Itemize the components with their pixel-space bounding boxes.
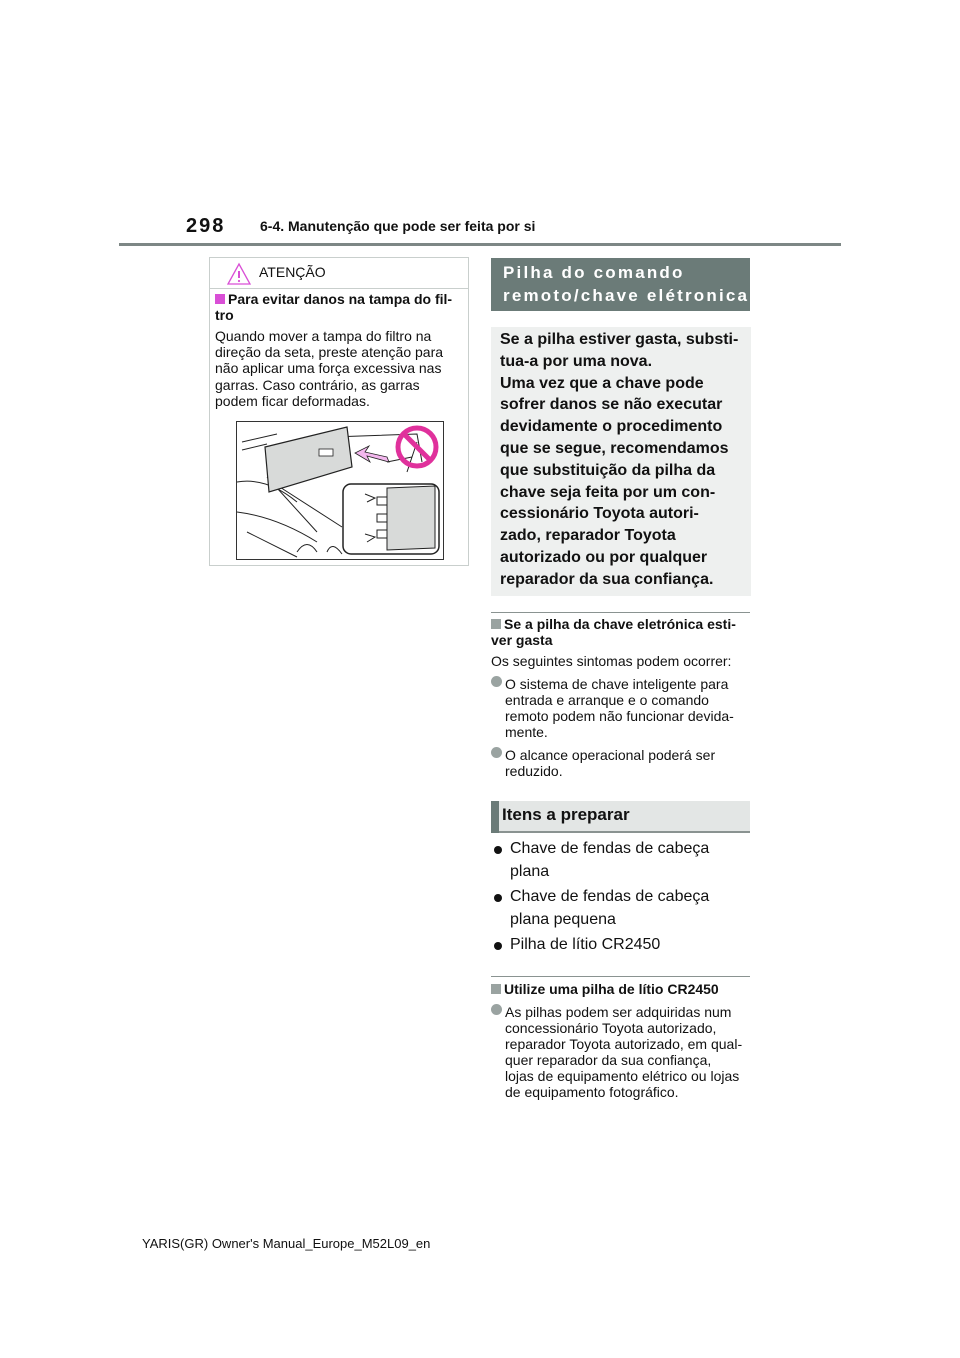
filter-cover-illustration [236, 421, 444, 560]
section2-heading [491, 981, 719, 997]
warning-heading-text: Para evitar danos na tampa do fil- tro [215, 291, 453, 323]
prep-item [494, 838, 754, 883]
footer-text: YARIS(GR) Owner's Manual_Europe_M52L09_en [142, 1236, 431, 1251]
bullet-icon [494, 894, 502, 902]
warning-label: ATENÇÃO [259, 264, 326, 280]
bullet-icon [491, 676, 502, 687]
prep-item [494, 934, 754, 957]
warning-body: Quando mover a tampa do filtro na direção da seta, preste atenção para não aplicar uma força excessiva nas garras. Caso contrário, as garras podem ficar deformadas. [215, 328, 444, 409]
page-number: 298 [186, 215, 226, 237]
list-item-text: O sistema de chave inteligente para entrada e arranque e o comando remoto podem não funcionar devida- mente. [505, 676, 734, 740]
bullet-icon [494, 846, 502, 854]
prep-item-text: Pilha de lítio CR2450 [510, 936, 661, 953]
prep-title-box [491, 801, 750, 833]
section-title-box [491, 258, 750, 311]
warning-box [209, 257, 469, 566]
section1-heading-text: Se a pilha da chave eletrónica esti- ver gasta [491, 616, 736, 648]
divider [491, 976, 750, 977]
square-bullet-icon [491, 984, 501, 994]
header-rule [119, 243, 841, 246]
warning-header [210, 258, 468, 289]
prep-item [494, 886, 754, 931]
section2-heading-text: Utilize uma pilha de lítio CR2450 [504, 981, 719, 997]
prep-title: Itens a preparar [502, 805, 630, 824]
list-item-text: As pilhas podem ser adquiridas num concessionário Toyota autorizado, reparador Toyota autorizado, em qual- quer reparador da sua confiança, lojas de equipamento elétrico ou lojas de equipamento fotográfico. [505, 1004, 743, 1100]
list-item [491, 676, 753, 740]
list-item [491, 747, 753, 779]
prep-item-text: Chave de fendas de cabeça plana pequena [510, 888, 710, 928]
arrow-icon [355, 446, 389, 462]
title-accent-bar [491, 801, 499, 833]
bullet-icon [491, 747, 502, 758]
section-title: 6-4. Manutenção que pode ser feita por si [260, 218, 536, 234]
section1-heading [491, 616, 753, 648]
intro-text: Se a pilha estiver gasta, substi- tua-a por uma nova. Uma vez que a chave pode sofrer danos se não executar devidamente o procedimento que se segue, recomendamos que substituição da pilha da chave seja feita por um con- cessionário Toyota autori- zado, reparador Toyota autorizado ou por qualquer reparador da sua confiança. [500, 331, 739, 588]
bullet-icon [491, 1004, 502, 1015]
divider [491, 612, 750, 613]
filter-cover [265, 427, 352, 492]
intro-box [491, 327, 751, 596]
claw-detail-inset [343, 484, 439, 554]
list-item [491, 1004, 753, 1100]
list-item-text: O alcance operacional poderá ser reduzido. [505, 747, 716, 779]
square-bullet-icon [215, 294, 225, 304]
section-main-title: Pilha do comando remoto/chave elétronica [503, 263, 750, 305]
prep-item-text: Chave de fendas de cabeça plana [510, 840, 710, 880]
square-bullet-icon [491, 619, 501, 629]
warning-heading [215, 291, 465, 323]
bullet-icon [494, 942, 502, 950]
section1-lead: Os seguintes sintomas podem ocorrer: [491, 653, 732, 669]
warning-triangle-icon [226, 262, 252, 286]
